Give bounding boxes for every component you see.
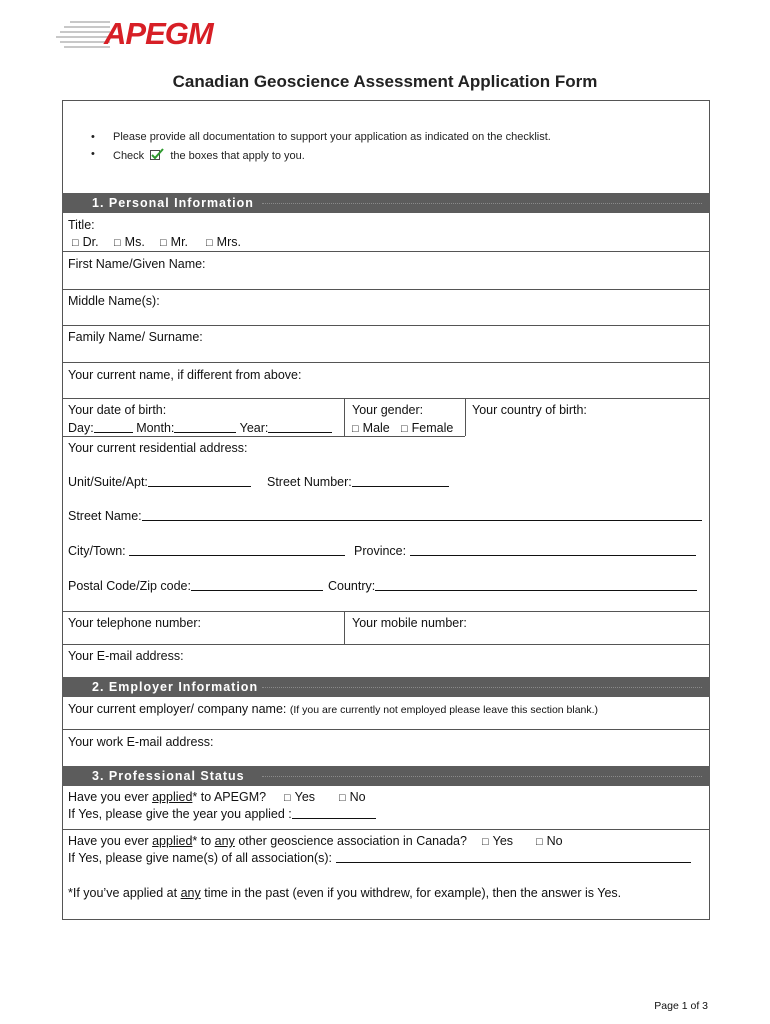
option-label: Ms. — [124, 235, 145, 249]
current-name-field[interactable]: Your current name, if different from above: — [68, 368, 302, 382]
field-label: If Yes, please give name(s) of all association(s): — [68, 851, 333, 865]
checkbox-checked-icon — [150, 148, 164, 161]
checkbox-icon: □ — [114, 237, 121, 249]
section-header-employer — [62, 677, 710, 697]
checkbox-icon: □ — [160, 237, 167, 249]
question-text: Have you ever — [68, 790, 149, 804]
title-option-mr[interactable] — [160, 235, 188, 249]
row-divider — [62, 362, 710, 363]
bullet-text: Please provide all documentation to support your application as indicated on the checklist. — [113, 131, 551, 143]
field-label: Unit/Suite/Apt: — [68, 475, 148, 489]
field-blank[interactable] — [336, 851, 691, 863]
q2-yes-option[interactable] — [482, 834, 513, 848]
page-number: Page 1 of 3 — [654, 1000, 708, 1012]
option-label: Dr. — [82, 235, 99, 249]
checkbox-icon: □ — [482, 836, 489, 848]
option-label: Yes — [294, 790, 316, 804]
title-option-ms[interactable] — [114, 235, 145, 249]
field-label: Province: — [354, 544, 407, 558]
option-label: No — [546, 834, 563, 848]
field-blank[interactable] — [191, 579, 323, 591]
question-text: Have you ever — [68, 834, 149, 848]
checkbox-icon: □ — [206, 237, 213, 249]
year-label: Year: — [239, 421, 269, 435]
row-divider — [62, 611, 710, 612]
column-divider — [344, 398, 345, 436]
country-of-birth-field[interactable]: Your country of birth: — [472, 403, 587, 417]
row-divider — [62, 729, 710, 730]
section-title: 1. Personal Information — [92, 196, 254, 210]
month-blank[interactable] — [174, 421, 236, 433]
logo-text: APEGM — [104, 16, 213, 51]
option-label: No — [349, 790, 366, 804]
dob-label: Your date of birth: — [68, 403, 167, 417]
question-text: * to — [192, 834, 212, 848]
option-label: Mrs. — [216, 235, 241, 249]
column-divider — [344, 611, 345, 644]
email-field[interactable]: Your E-mail address: — [68, 649, 184, 663]
year-blank[interactable] — [268, 421, 332, 433]
footnote-text: time in the past (even if you withdrew, for example), then the answer is Yes. — [204, 886, 622, 900]
middle-name-field[interactable]: Middle Name(s): — [68, 294, 160, 308]
province-field[interactable] — [354, 544, 696, 558]
checkbox-icon: □ — [401, 423, 408, 435]
row-divider — [62, 644, 710, 645]
q2-no-option[interactable] — [536, 834, 563, 848]
first-name-field[interactable]: First Name/Given Name: — [68, 257, 206, 271]
bullet-dot: • — [91, 148, 95, 160]
question-emphasis: any — [214, 834, 235, 848]
city-field[interactable] — [68, 544, 345, 558]
mobile-field[interactable]: Your mobile number: — [352, 616, 467, 630]
title-option-dr[interactable] — [72, 235, 99, 249]
question-applied-apegm — [68, 790, 266, 804]
gender-label: Your gender: — [352, 403, 424, 417]
employer-field[interactable] — [68, 702, 598, 716]
row-divider — [62, 829, 710, 830]
postal-code-field[interactable] — [68, 579, 323, 593]
field-label: Your current employer/ company name: — [68, 702, 287, 716]
column-divider — [465, 398, 466, 436]
bullet-text-pre: Check — [113, 150, 145, 162]
question-text: * to APEGM? — [192, 790, 267, 804]
checkbox-icon: □ — [352, 423, 359, 435]
question-text: other geoscience association in Canada? — [238, 834, 467, 848]
field-blank[interactable] — [375, 579, 697, 591]
option-label: Female — [411, 421, 454, 435]
row-divider — [62, 289, 710, 290]
dob-fields[interactable] — [68, 421, 332, 435]
q1-yes-option[interactable] — [284, 790, 315, 804]
section-dotted-rule — [262, 677, 702, 688]
work-email-field[interactable]: Your work E-mail address: — [68, 735, 214, 749]
field-label: Postal Code/Zip code: — [68, 579, 191, 593]
q1-year-field[interactable] — [68, 807, 376, 821]
section-dotted-rule — [262, 193, 702, 204]
gender-option-male[interactable] — [352, 421, 390, 435]
q1-no-option[interactable] — [339, 790, 366, 804]
section-title: 2. Employer Information — [92, 680, 259, 694]
page-title: Canadian Geoscience Assessment Application Form — [172, 72, 598, 91]
section-header-personal — [62, 193, 710, 213]
field-label: City/Town: — [68, 544, 126, 558]
field-blank[interactable] — [142, 509, 702, 521]
field-label: Street Number: — [267, 475, 352, 489]
footnote-emphasis: any — [180, 886, 201, 900]
unit-field[interactable] — [68, 475, 251, 489]
title-label: Title: — [68, 218, 95, 232]
footnote — [68, 886, 621, 900]
family-name-field[interactable]: Family Name/ Surname: — [68, 330, 203, 344]
month-label: Month: — [136, 421, 175, 435]
section-dotted-rule — [262, 766, 702, 777]
day-blank[interactable] — [94, 421, 133, 433]
option-label: Mr. — [170, 235, 189, 249]
field-blank[interactable] — [129, 544, 345, 556]
row-divider — [62, 398, 710, 399]
field-blank[interactable] — [410, 544, 696, 556]
employer-note: (If you are currently not employed please leave this section blank.) — [289, 704, 599, 716]
field-blank[interactable] — [352, 475, 449, 487]
instruction-bullet-1 — [91, 131, 551, 143]
field-label: Street Name: — [68, 509, 142, 523]
section-title: 3. Professional Status — [92, 769, 245, 783]
country-field[interactable] — [328, 579, 697, 593]
checkbox-icon: □ — [284, 792, 291, 804]
row-divider — [62, 325, 710, 326]
field-label: If Yes, please give the year you applied : — [68, 807, 292, 821]
apegm-logo — [56, 17, 226, 51]
day-label: Day: — [68, 421, 94, 435]
field-blank[interactable] — [292, 807, 376, 819]
street-number-field[interactable] — [267, 475, 449, 489]
question-emphasis: applied — [152, 834, 193, 848]
title-option-mrs[interactable] — [206, 235, 241, 249]
field-blank[interactable] — [148, 475, 251, 487]
checkbox-icon: □ — [339, 792, 346, 804]
bullet-text-post: the boxes that apply to you. — [170, 150, 305, 162]
checkbox-icon: □ — [536, 836, 543, 848]
row-divider — [62, 251, 710, 252]
telephone-field[interactable]: Your telephone number: — [68, 616, 201, 630]
address-label: Your current residential address: — [68, 441, 248, 455]
field-label: Country: — [328, 579, 376, 593]
question-applied-other — [68, 834, 467, 848]
instruction-bullet-2 — [91, 148, 305, 162]
section-header-professional — [62, 766, 710, 786]
bullet-dot: • — [91, 131, 95, 143]
row-divider — [62, 436, 465, 437]
option-label: Male — [362, 421, 390, 435]
q2-names-field[interactable] — [68, 851, 691, 865]
checkbox-icon: □ — [72, 237, 79, 249]
option-label: Yes — [492, 834, 514, 848]
street-name-field[interactable] — [68, 509, 702, 523]
question-emphasis: applied — [152, 790, 193, 804]
footnote-text: *If you’ve applied at — [68, 886, 178, 900]
gender-option-female[interactable] — [401, 421, 453, 435]
